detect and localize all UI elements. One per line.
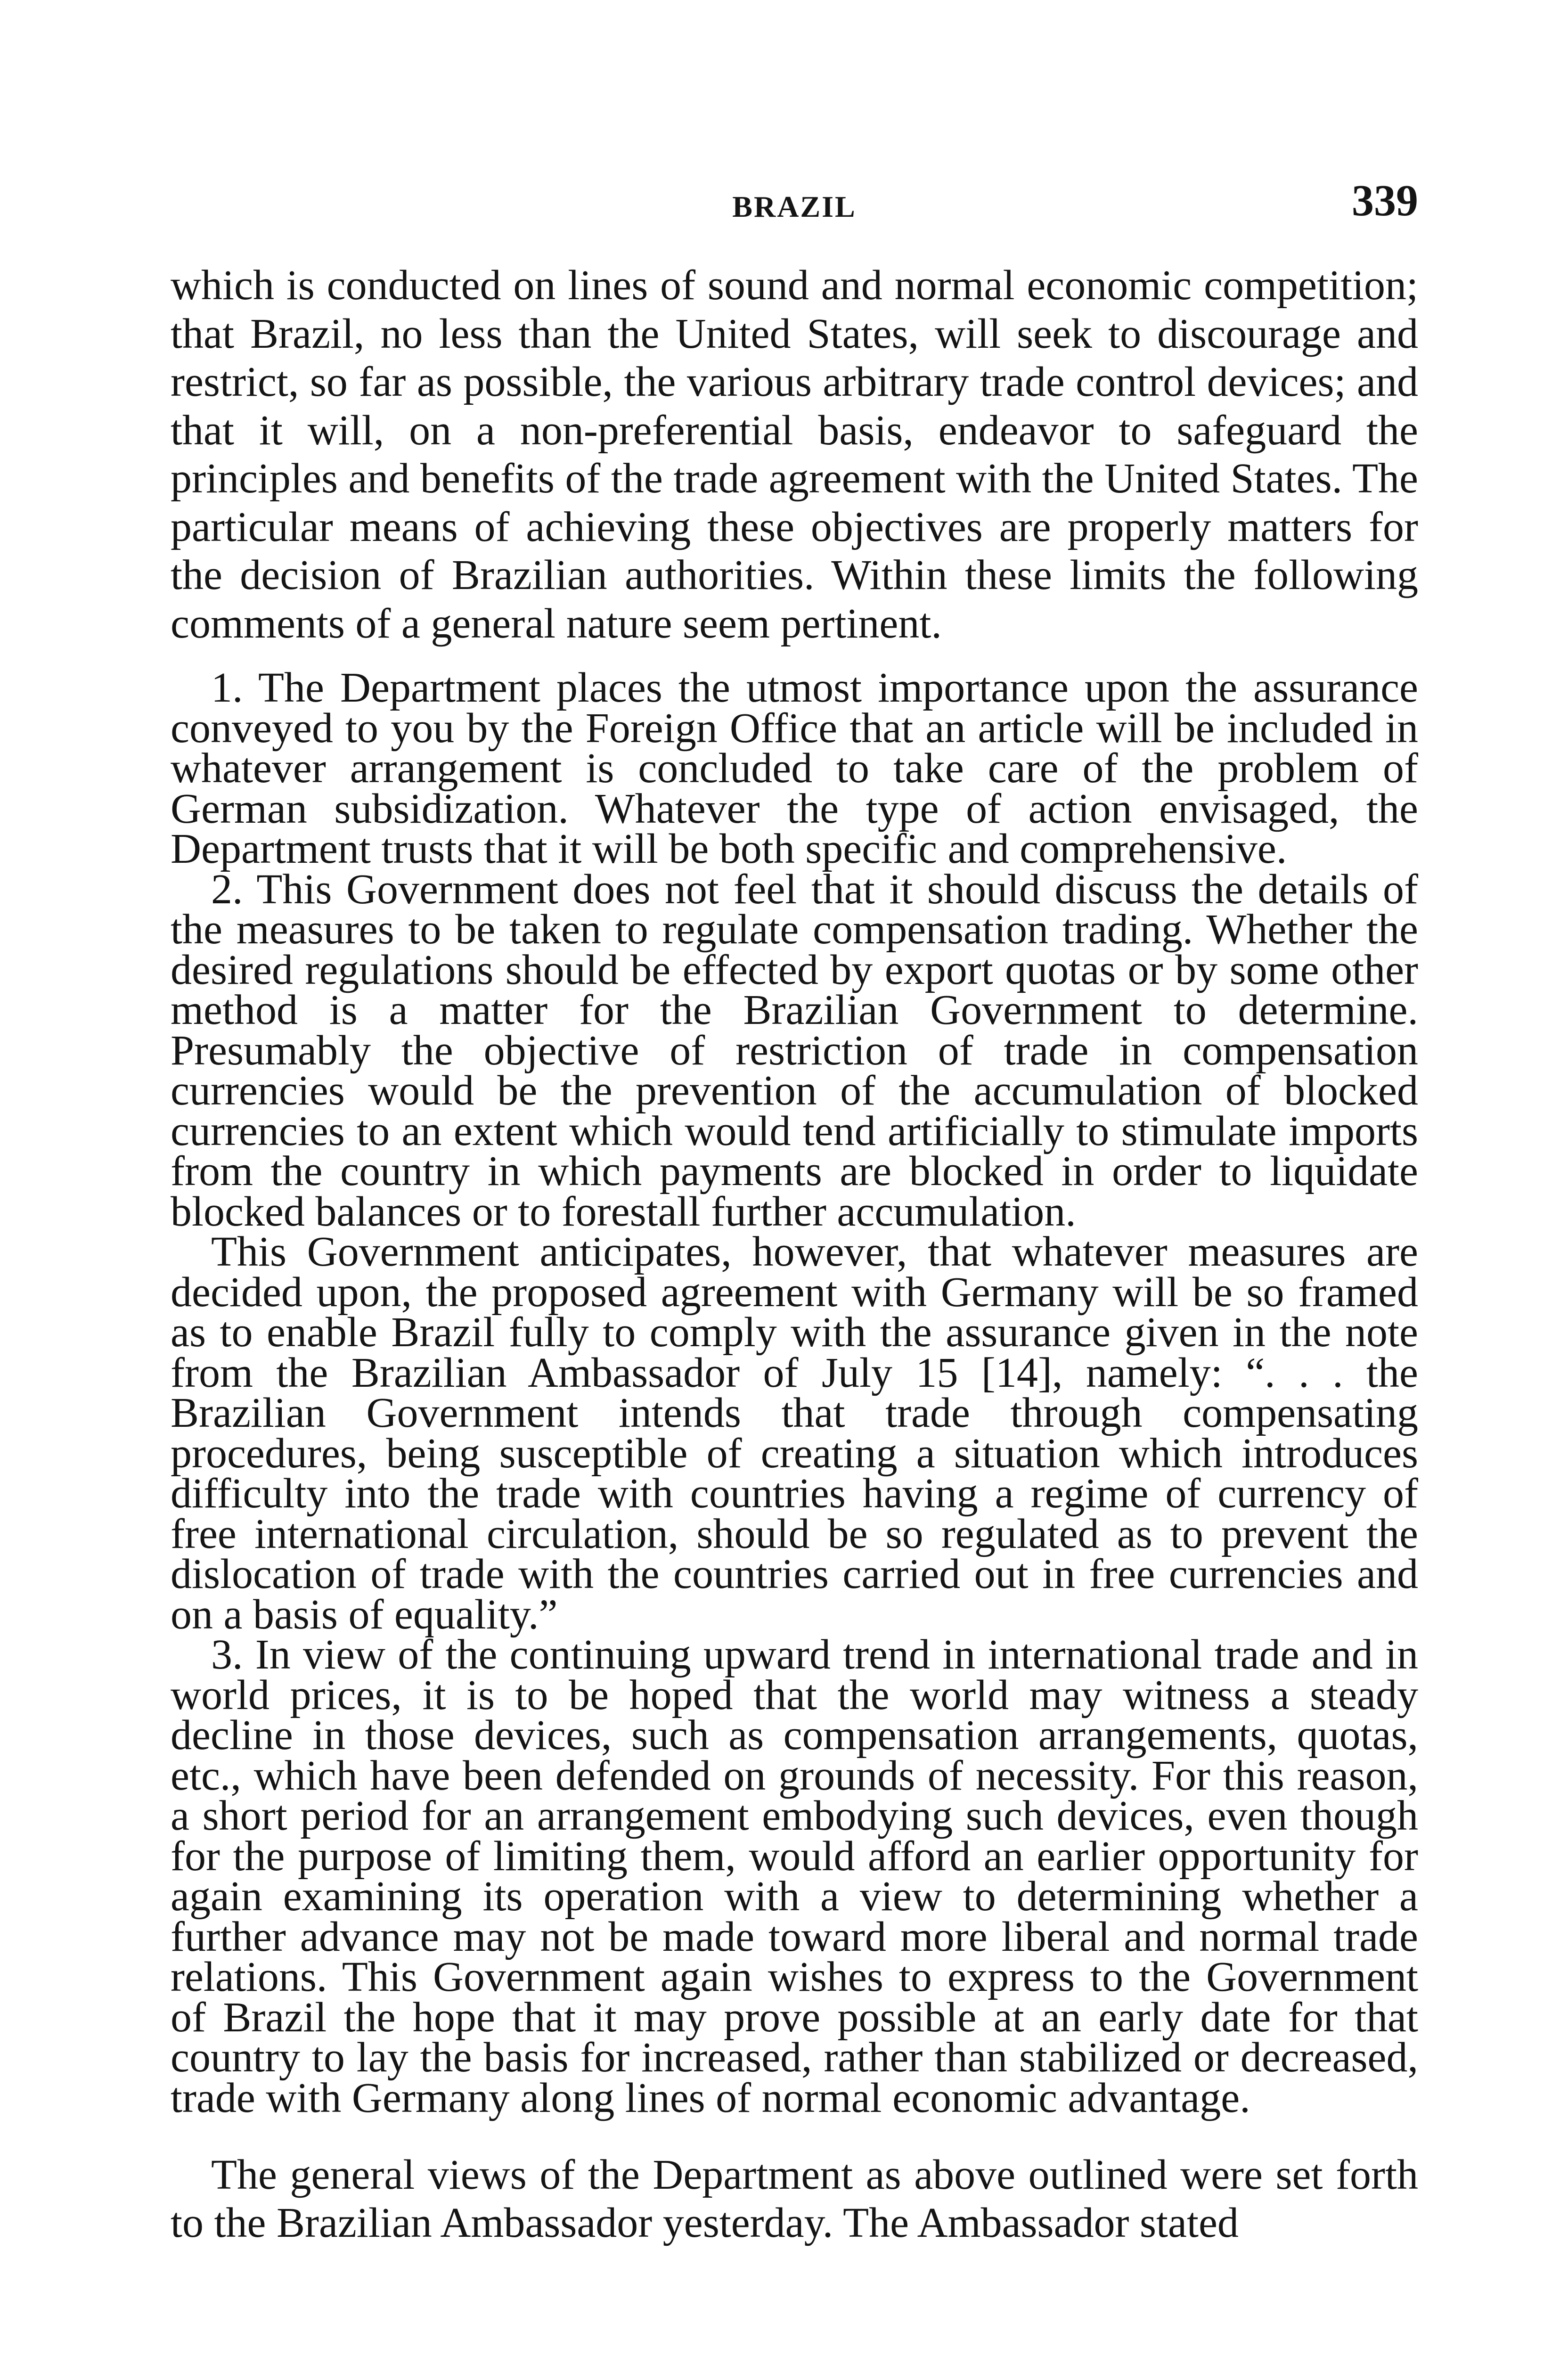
paragraph-continuation: which is conducted on lines of sound and normal economic competition; that Brazil, no less than the United States, will seek to discourage and restrict, so far as possible, the various arbitrary trade control devices; and that it will, on a non-preferential basis, endeavor to safeguard the principles and benefits of the trade agreement with the United States. The particular means of achieving these objectives are properly matters for the decision of Brazilian authorities. Within these limits the following comments of a general nature seem pertinent. [171,262,1418,647]
body-text [171,262,1418,2247]
running-title: BRAZIL [732,190,857,223]
paragraph-point-1: 1. The Department places the utmost importance upon the assurance conveyed to you by the Foreign Office that an article will be included in whatever arrangement is concluded to take care of the problem of German subsidization. Whatever the type of action envisaged, the Department trusts that it will be both specific and comprehensive. [171,664,1418,872]
paragraph-point-3: 3. In view of the continuing upward trend in international trade and in world prices, it is to be hoped that the world may witness a steady decline in those devices, such as compensation arrangements, quotas, etc., which have been defended on grounds of necessity. For this reason, a short period for an arrangement embodying such devices, even though for the purpose of limiting them, would afford an earlier opportunity for again examining its operation with a view to determining whether a further advance may not be made toward more liberal and normal trade relations. This Government again wishes to express to the Government of Brazil the hope that it may prove possible at an early date for that country to lay the basis for increased, rather than stabilized or decreased, trade with Germany along lines of normal economic advantage. [171,1631,1418,2121]
page-header [171,175,1418,241]
paragraph-general-views: The general views of the Department as above outlined were set forth to the Brazilian Ambassador yesterday. The Ambassador stated [171,2151,1418,2246]
paragraph-government-anticipates: This Government anticipates, however, that whatever measures are decided upon, the proposed agreement with Germany will be so framed as to enable Brazil fully to comply with the assurance given in the note from the Brazilian Ambassador of July 15 [14], namely: “. . . the Brazilian Government intends that trade through compensating procedures, being susceptible of creating a situation which introduces difficulty into the trade with countries having a regime of currency of free international circulation, should be so regulated as to prevent the dislocation of trade with the countries carried out in free currencies and on a basis of equality.” [171,1228,1418,1638]
page-number: 339 [1352,176,1418,225]
paragraph-point-2: 2. This Government does not feel that it should discuss the details of the measures to be taken to regulate compensation trading. Whether the desired regulations should be effected by export quotas or by some other method is a matter for the Brazilian Government to determine. Presumably the objective of restriction of trade in compensation currencies would be the prevention of the accumulation of blocked currencies to an extent which would tend artificially to stimulate imports from the country in which payments are blocked in order to liquidate blocked balances or to forestall further accumulation. [171,866,1418,1235]
